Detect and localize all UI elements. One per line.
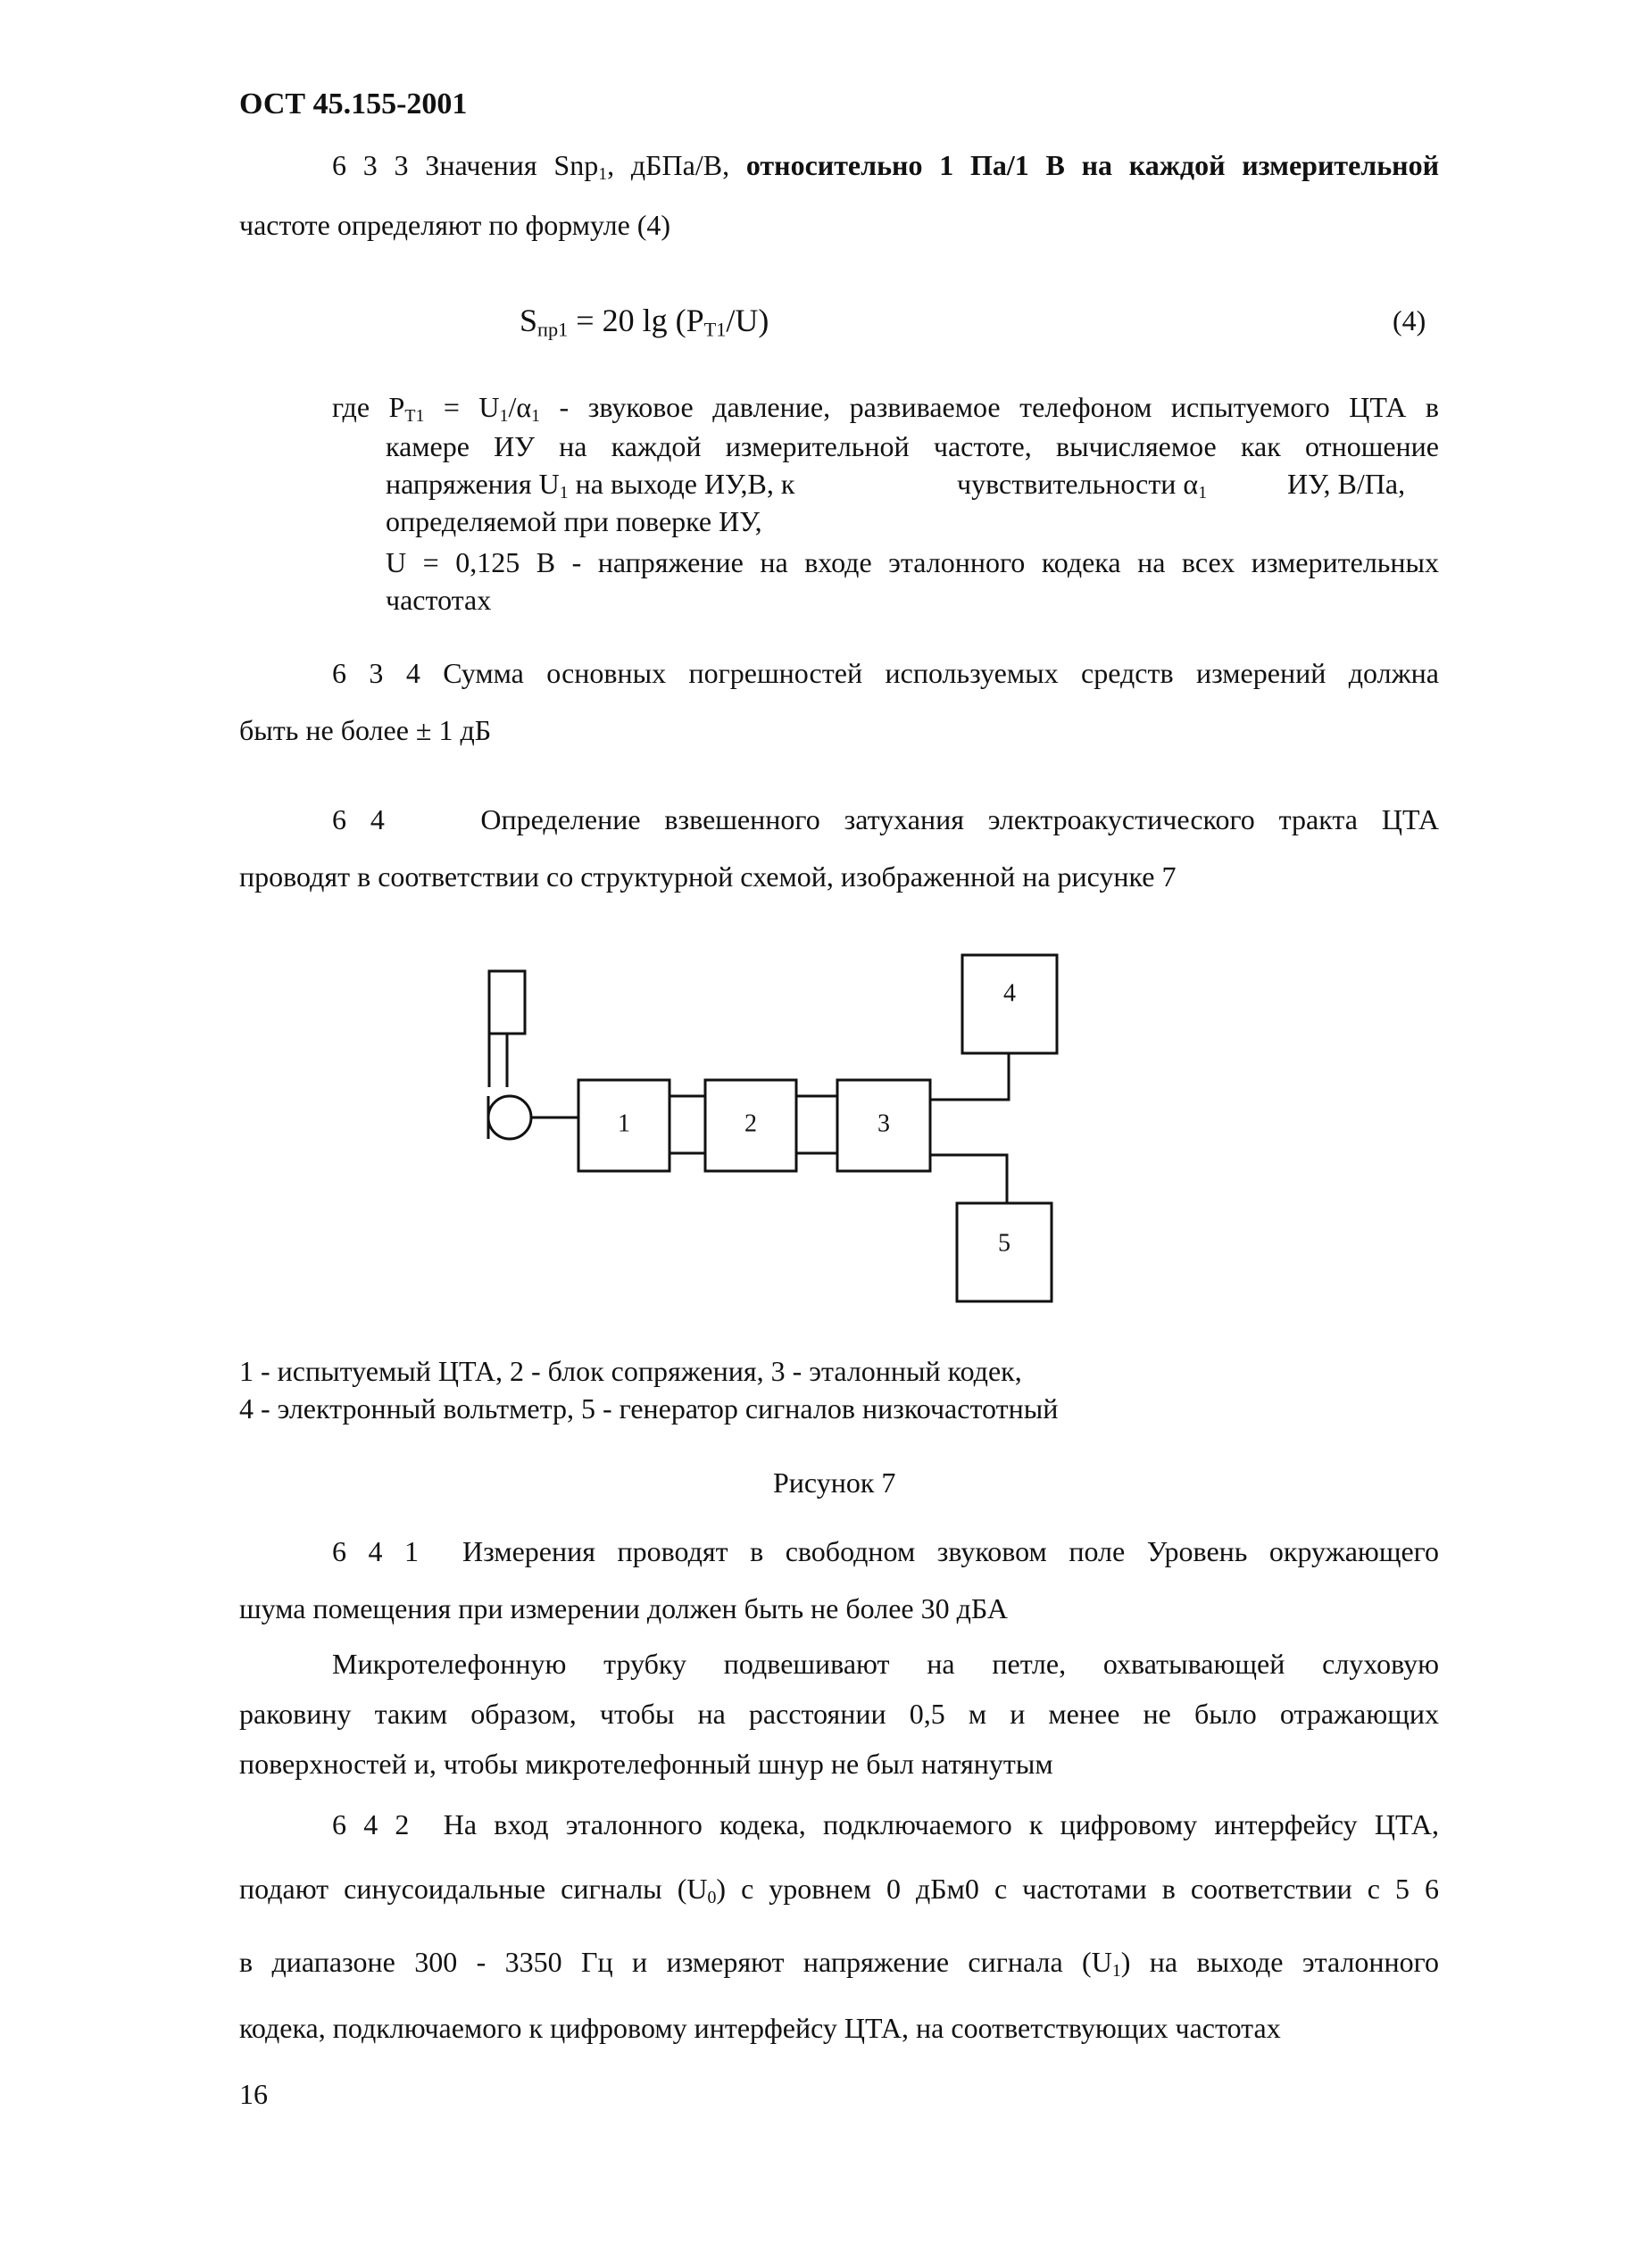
section-641-line3: Микротелефонную трубку подвешивают на петле, охватывающей слуховую bbox=[332, 1648, 1439, 1680]
block-3-label: 3 bbox=[877, 1109, 890, 1138]
connector-3-4 bbox=[930, 1053, 1009, 1100]
section-641-line1: 6 4 1 Измерения проводят в свободном звуковом поле Уровень окружающего bbox=[332, 1535, 1439, 1567]
section-642-line4: кодека, подключаемого к цифровому интерфейсу ЦТА, на соответствующих частотах bbox=[239, 2012, 1281, 2044]
where-line5: U = 0,125 В - напряжение на входе эталонного кодека на всех измерительных bbox=[386, 546, 1439, 578]
block-5-label: 5 bbox=[998, 1229, 1010, 1258]
formula-lhs-sub: пр1 bbox=[537, 318, 569, 341]
handset-receiver bbox=[489, 971, 525, 1034]
where-line4: определяемой при поверке ИУ, bbox=[386, 505, 762, 537]
section-64-line1: 6 4 Определение взвешенного затухания электроакустического тракта ЦТА bbox=[332, 803, 1439, 835]
formula-rhs-b: /U) bbox=[726, 303, 769, 338]
connector-3-5 bbox=[930, 1155, 1007, 1203]
formula-rhs-a: = 20 lg (P bbox=[568, 303, 704, 338]
block-2-label: 2 bbox=[744, 1109, 757, 1138]
section-634-line1: 6 3 4 Сумма основных погрешностей используемых средств измерений должна bbox=[332, 657, 1439, 689]
section-642-line3: в диапазоне 300 - 3350 Гц и измеряют напряжение сигнала $(U_1)$ на выходе эталонного bbox=[239, 1946, 1440, 1981]
section-633-line2: частоте определяют по формуле (4) bbox=[239, 209, 671, 241]
formula-lhs: S bbox=[520, 303, 538, 338]
s633-units: , дБПа/В, bbox=[607, 149, 746, 181]
section-634-line2: быть не более ± 1 дБ bbox=[239, 714, 492, 746]
formula-rhs-sub: T1 bbox=[703, 318, 727, 341]
page-number: 16 bbox=[239, 2078, 268, 2110]
formula-number: (4) bbox=[1393, 304, 1426, 336]
section-number: 6 3 3 bbox=[332, 149, 409, 181]
where-line2: камере ИУ на каждой измерительной частоте, вычисляемое как отношение bbox=[386, 430, 1439, 462]
section-642-line2: подают синусоидальные сигналы $(U_0)$ с уровнем 0 дБм0 с частотами в соответствии с 5 6 bbox=[239, 1873, 1440, 1907]
where-line3: напряжения $U_1$ на выходе ИУ,В, к чувствительности $\alpha_1$ ИУ, В/Па, bbox=[386, 468, 1406, 503]
block-1-label: 1 bbox=[618, 1109, 630, 1138]
figure-legend-line2: 4 - электронный вольтметр, 5 - генератор сигналов низкочастотный bbox=[239, 1392, 1059, 1425]
where-line6: частотах bbox=[386, 584, 492, 616]
section-64-line2: проводят в соответствии со структурной схемой, изображенной на рисунке 7 bbox=[239, 860, 1177, 893]
s633-intro: Значения bbox=[425, 149, 554, 181]
section-641-line2: шума помещения при измерении должен быть не более 30 дБА bbox=[239, 1592, 1008, 1624]
section-642-line1: 6 4 2 На вход эталонного кодека, подключаемого к цифровому интерфейсу ЦТА, bbox=[332, 1808, 1439, 1840]
microphone-icon bbox=[488, 1096, 531, 1139]
s633-symbol-sub: 1 bbox=[598, 163, 608, 184]
figure-legend-line1: 1 - испытуемый ЦТА, 2 - блок сопряжения, 3 - эталонный кодек, bbox=[239, 1355, 1022, 1387]
s633-symbol: Snp bbox=[553, 149, 599, 181]
where-line1: где $P_{T1} = U_1/\alpha_1$ - звуковое давление, развиваемое телефоном испытуемого ЦТА в bbox=[332, 391, 1440, 426]
document-id: ОСТ 45.155-2001 bbox=[239, 87, 468, 120]
figure-caption: Рисунок 7 bbox=[773, 1466, 896, 1499]
section-641-line5: поверхностей и, чтобы микротелефонный шнур не был натянутым bbox=[239, 1748, 1053, 1780]
block-4-label: 4 bbox=[1003, 979, 1016, 1008]
section-641-line4: раковину таким образом, чтобы на расстоянии 0,5 м и менее не было отражающих bbox=[239, 1698, 1439, 1730]
s633-bold-tail: относительно 1 Па/1 В на каждой измерительной bbox=[745, 149, 1440, 181]
